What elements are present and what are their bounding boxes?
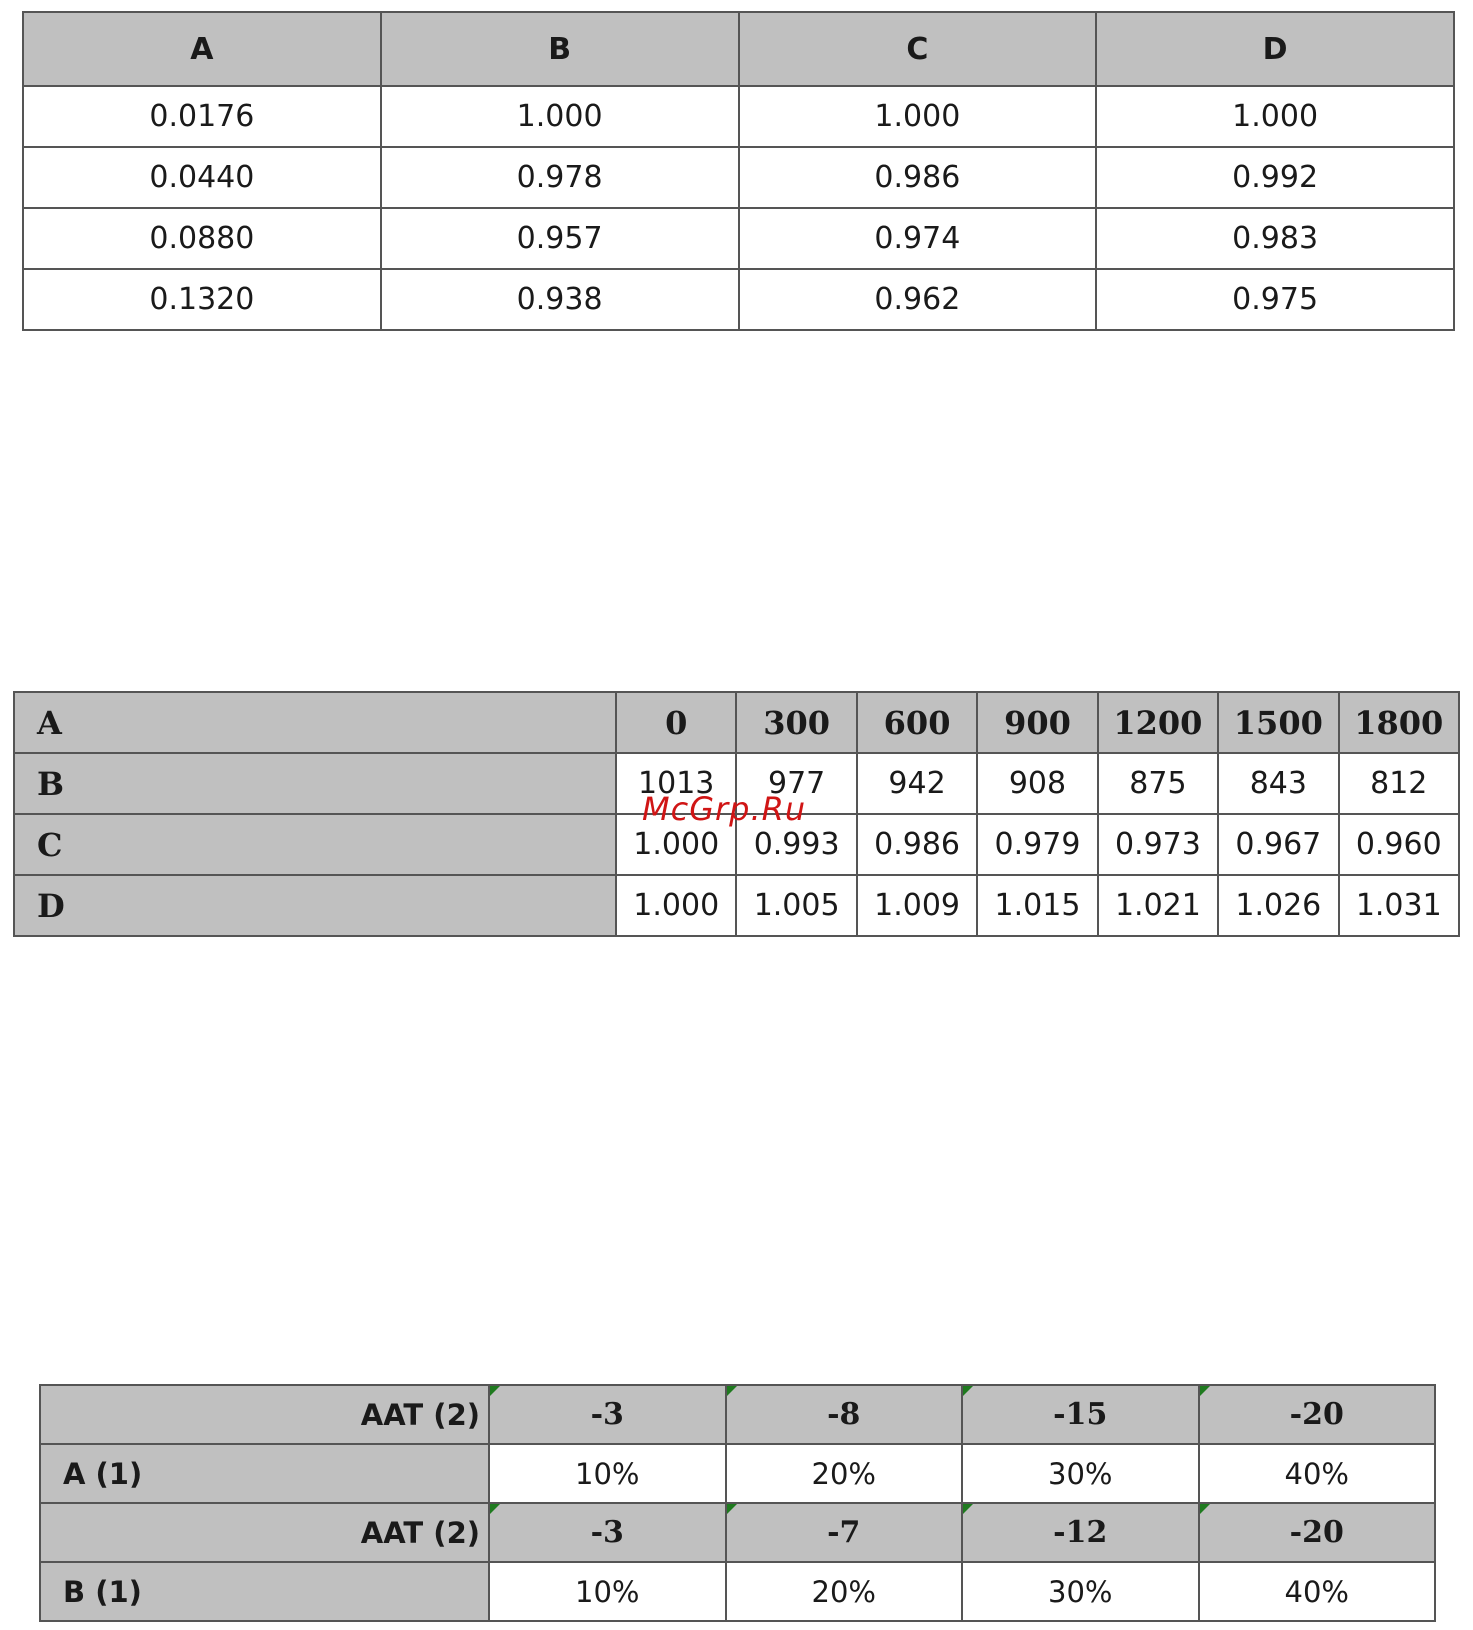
column-header: [726, 1385, 963, 1444]
column-header: A: [23, 12, 381, 86]
table-cell: 30%: [962, 1444, 1199, 1503]
row-header: C: [14, 814, 616, 875]
table-cell: 1.000: [739, 86, 1097, 147]
column-header: 1200: [1098, 692, 1218, 753]
table-cell: 10%: [489, 1444, 726, 1503]
table-header-row: [40, 1385, 1435, 1444]
header-value: -12: [1053, 1515, 1108, 1550]
column-header: 1500: [1218, 692, 1338, 753]
table-row: [23, 269, 1454, 330]
table-cell: 0.986: [857, 814, 977, 875]
table-cell: 1.000: [1096, 86, 1454, 147]
table-row: [23, 208, 1454, 269]
table-cell: 30%: [962, 1562, 1199, 1621]
table-cell: 1013: [616, 753, 736, 814]
cell-marker-icon: [490, 1386, 500, 1396]
table-cell: 0.973: [1098, 814, 1218, 875]
table-cell: 0.992: [1096, 147, 1454, 208]
column-header: [489, 1503, 726, 1562]
table-cell: 1.015: [977, 875, 1097, 936]
table-cell: 0.957: [381, 208, 739, 269]
table-cell: 0.0880: [23, 208, 381, 269]
column-header: [962, 1385, 1199, 1444]
row-header: D: [14, 875, 616, 936]
table-cell: 908: [977, 753, 1097, 814]
table-cell: 1.009: [857, 875, 977, 936]
table-cell: 1.000: [616, 814, 736, 875]
column-header: 1800: [1339, 692, 1459, 753]
header-value: -7: [827, 1515, 861, 1550]
table-row: [23, 86, 1454, 147]
header-value: -3: [590, 1515, 624, 1550]
table-row: [23, 147, 1454, 208]
row-header: AAT (2): [40, 1503, 489, 1562]
table-cell: 0.979: [977, 814, 1097, 875]
table-cell: 0.978: [381, 147, 739, 208]
table-cell: 0.938: [381, 269, 739, 330]
table-cell: 1.021: [1098, 875, 1218, 936]
cell-marker-icon: [1200, 1386, 1210, 1396]
data-table-3: [39, 1384, 1436, 1622]
table-cell: 875: [1098, 753, 1218, 814]
table-cell: 0.0176: [23, 86, 381, 147]
table-header-row: [14, 692, 1459, 753]
header-value: -20: [1289, 1397, 1344, 1432]
table-cell: 20%: [726, 1562, 963, 1621]
table-cell: 0.993: [736, 814, 856, 875]
table-cell: 942: [857, 753, 977, 814]
column-header: 300: [736, 692, 856, 753]
column-header: 900: [977, 692, 1097, 753]
table-cell: 1.031: [1339, 875, 1459, 936]
table-cell: 0.960: [1339, 814, 1459, 875]
column-header: [489, 1385, 726, 1444]
column-header: C: [739, 12, 1097, 86]
table-cell: 10%: [489, 1562, 726, 1621]
column-header: D: [1096, 12, 1454, 86]
table-header-row: [23, 12, 1454, 86]
table-cell: 40%: [1199, 1562, 1436, 1621]
data-table-1: [22, 11, 1455, 331]
row-header: A (1): [40, 1444, 489, 1503]
cell-marker-icon: [963, 1504, 973, 1514]
table-cell: 1.000: [616, 875, 736, 936]
header-value: -20: [1289, 1515, 1344, 1550]
table-cell: 977: [736, 753, 856, 814]
cell-marker-icon: [727, 1386, 737, 1396]
cell-marker-icon: [963, 1386, 973, 1396]
row-header: B: [14, 753, 616, 814]
column-header: B: [381, 12, 739, 86]
header-value: -15: [1053, 1397, 1108, 1432]
table-cell: 0.967: [1218, 814, 1338, 875]
column-header: [1199, 1503, 1436, 1562]
table-row: [40, 1444, 1435, 1503]
cell-marker-icon: [727, 1504, 737, 1514]
column-header: [1199, 1385, 1436, 1444]
header-value: -3: [590, 1397, 624, 1432]
cell-marker-icon: [490, 1504, 500, 1514]
row-header: B (1): [40, 1562, 489, 1621]
table-cell: 40%: [1199, 1444, 1436, 1503]
table-cell: 1.026: [1218, 875, 1338, 936]
table-cell: 0.983: [1096, 208, 1454, 269]
row-header: A: [14, 692, 616, 753]
table-header-row: [40, 1503, 1435, 1562]
watermark: McGrp.Ru: [642, 790, 807, 828]
column-header: [726, 1503, 963, 1562]
header-value: -8: [827, 1397, 861, 1432]
table-cell: 0.974: [739, 208, 1097, 269]
table-cell: 0.975: [1096, 269, 1454, 330]
table-cell: 1.000: [381, 86, 739, 147]
table-cell: 20%: [726, 1444, 963, 1503]
column-header: 0: [616, 692, 736, 753]
table-cell: 812: [1339, 753, 1459, 814]
table-cell: 0.962: [739, 269, 1097, 330]
table-row: [40, 1562, 1435, 1621]
table-cell: 0.986: [739, 147, 1097, 208]
cell-marker-icon: [1200, 1504, 1210, 1514]
table-cell: 843: [1218, 753, 1338, 814]
row-header: AAT (2): [40, 1385, 489, 1444]
table-cell: 0.1320: [23, 269, 381, 330]
column-header: [962, 1503, 1199, 1562]
table-cell: 0.0440: [23, 147, 381, 208]
column-header: 600: [857, 692, 977, 753]
table-cell: 1.005: [736, 875, 856, 936]
table-row: [14, 875, 1459, 936]
